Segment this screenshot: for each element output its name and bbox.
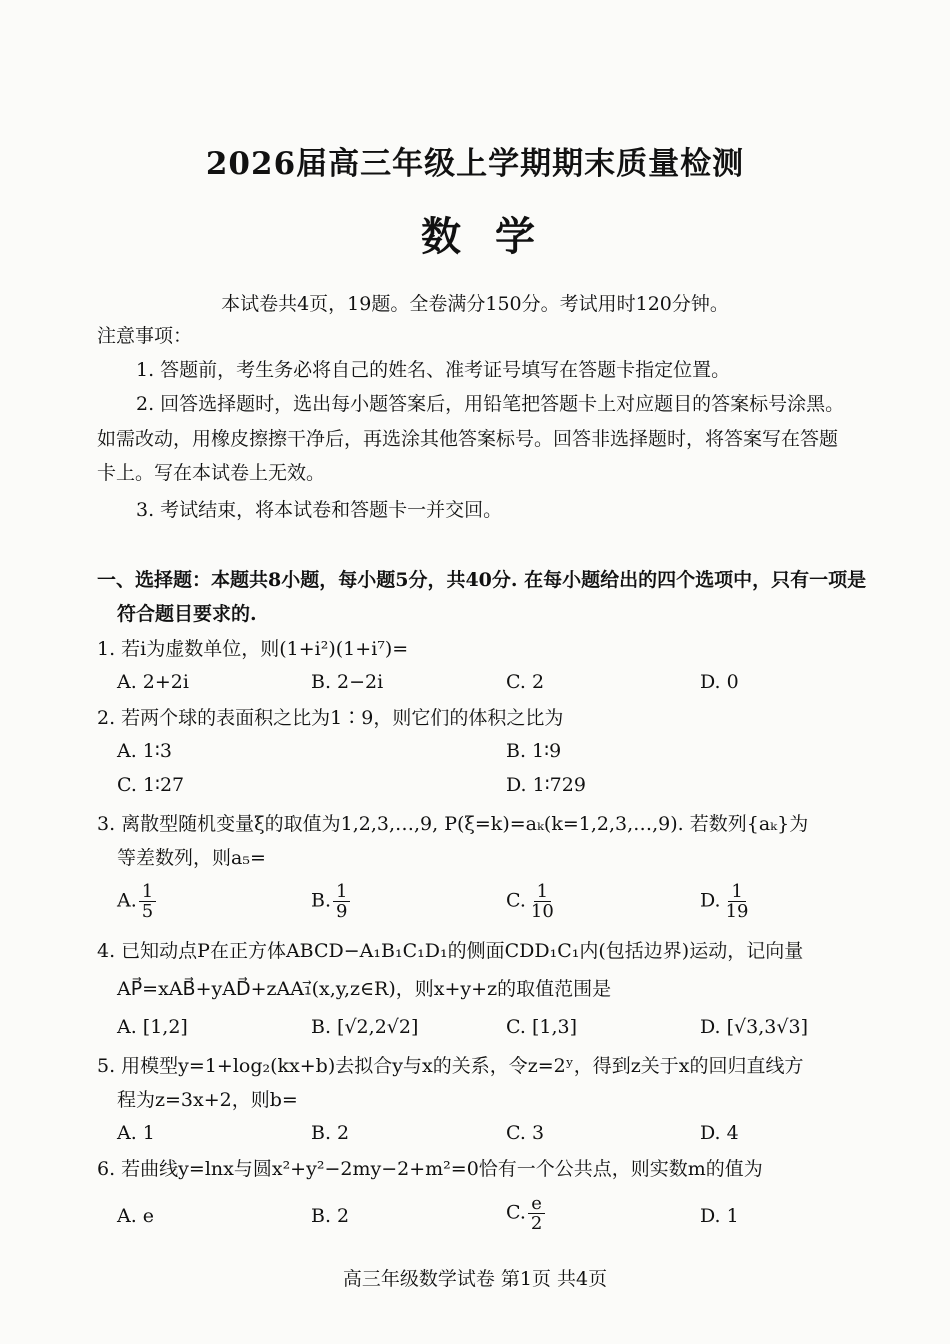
notice-item-3: 3. 考试结束，将本试卷和答题卡一并交回。 [136,499,503,521]
q5-option-c: C. 3 [506,1122,545,1144]
q1-option-a: A. 2+2i [117,671,189,693]
q6-option-c: C. $\frac{e}{2}$ [506,1194,545,1233]
q6-option-b: B. 2 [311,1205,350,1227]
q2-option-d: D. 1∶729 [506,774,586,796]
question-3-stem: 3. 离散型随机变量ξ的取值为1,2,3,…,9, P(ξ=k)=aₖ(k=1,2,3,…,9). 若数列{aₖ}为 [97,813,809,835]
q5-option-d: D. 4 [700,1122,739,1144]
notice-item-2-end: 卡上。写在本试卷上无效。 [97,462,326,484]
notice-item-2: 2. 回答选择题时，选出每小题答案后，用铅笔把答题卡上对应题目的答案标号涂黑。 [136,393,845,415]
notice-item-1: 1. 答题前，考生务必将自己的姓名、准考证号填写在答题卡指定位置。 [136,359,731,381]
q4-option-d: D. [√3,3√3] [700,1016,808,1038]
question-5-stem: 5. 用模型y=1+log₂(kx+b)去拟合y与x的关系，令z=2ʸ，得到z关于x的回归直线方 [97,1055,804,1077]
q1-option-d: D. 0 [700,671,739,693]
question-1-stem: 1. 若i为虚数单位，则(1+i²)(1+i⁷)= [97,638,409,660]
question-2-stem: 2. 若两个球的表面积之比为1∶9，则它们的体积之比为 [97,707,564,729]
q5-option-b: B. 2 [311,1122,350,1144]
question-4-stem: 4. 已知动点P在正方体ABCD−A₁B₁C₁D₁的侧面CDD₁C₁内(包括边界)运动，记向量 [97,940,804,962]
q1-option-c: C. 2 [506,671,545,693]
q3-option-c: C. $\frac{1}{10}$ [506,881,554,922]
q3-option-a: A. $\frac{1}{5}$ [117,882,156,921]
q5-option-a: A. 1 [117,1122,155,1144]
notice-item-2-cont: 如需改动，用橡皮擦擦干净后，再选涂其他答案标号。回答非选择题时，将答案写在答题 [97,428,839,450]
q3-option-b: B. $\frac{1}{9}$ [311,882,350,921]
q2-option-b: B. 1∶9 [506,740,562,762]
section-heading-cont: 符合题目要求的. [117,603,257,625]
section-heading: 一、选择题：本题共8小题，每小题5分，共40分. 在每小题给出的四个选项中，只有一项是 [97,569,867,591]
q1-option-b: B. 2−2i [311,671,384,693]
question-5-stem-cont: 程为z=3x+2，则b= [117,1089,298,1111]
question-4-stem-cont: AP⃗=xAB⃗+yAD⃗+zAA₁⃗(x,y,z∈R)，则x+y+z的取值范围是 [117,978,612,1000]
q6-option-d: D. 1 [700,1205,739,1227]
q2-option-c: C. 1∶27 [117,774,185,796]
page-footer: 高三年级数学试卷 第1页 共4页 [342,1268,608,1290]
q4-option-a: A. [1,2] [117,1016,188,1038]
q6-option-a: A. e [117,1205,155,1227]
q2-option-a: A. 1∶3 [117,740,172,762]
exam-title: 2026届高三年级上学期期末质量检测 [205,146,745,182]
subject-title: 数学 [421,213,569,260]
notice-heading: 注意事项： [97,325,193,347]
question-6-stem: 6. 若曲线y=lnx与圆x²+y²−2my−2+m²=0恰有一个公共点，则实数m的值为 [97,1158,763,1180]
q3-option-d: D. $\frac{1}{19}$ [700,881,749,922]
q4-option-c: C. [1,3] [506,1016,577,1038]
question-3-stem-cont: 等差数列，则a₅= [117,847,266,869]
exam-intro: 本试卷共4页，19题。全卷满分150分。考试用时120分钟。 [221,293,729,315]
q4-option-b: B. [√2,2√2] [311,1016,419,1038]
